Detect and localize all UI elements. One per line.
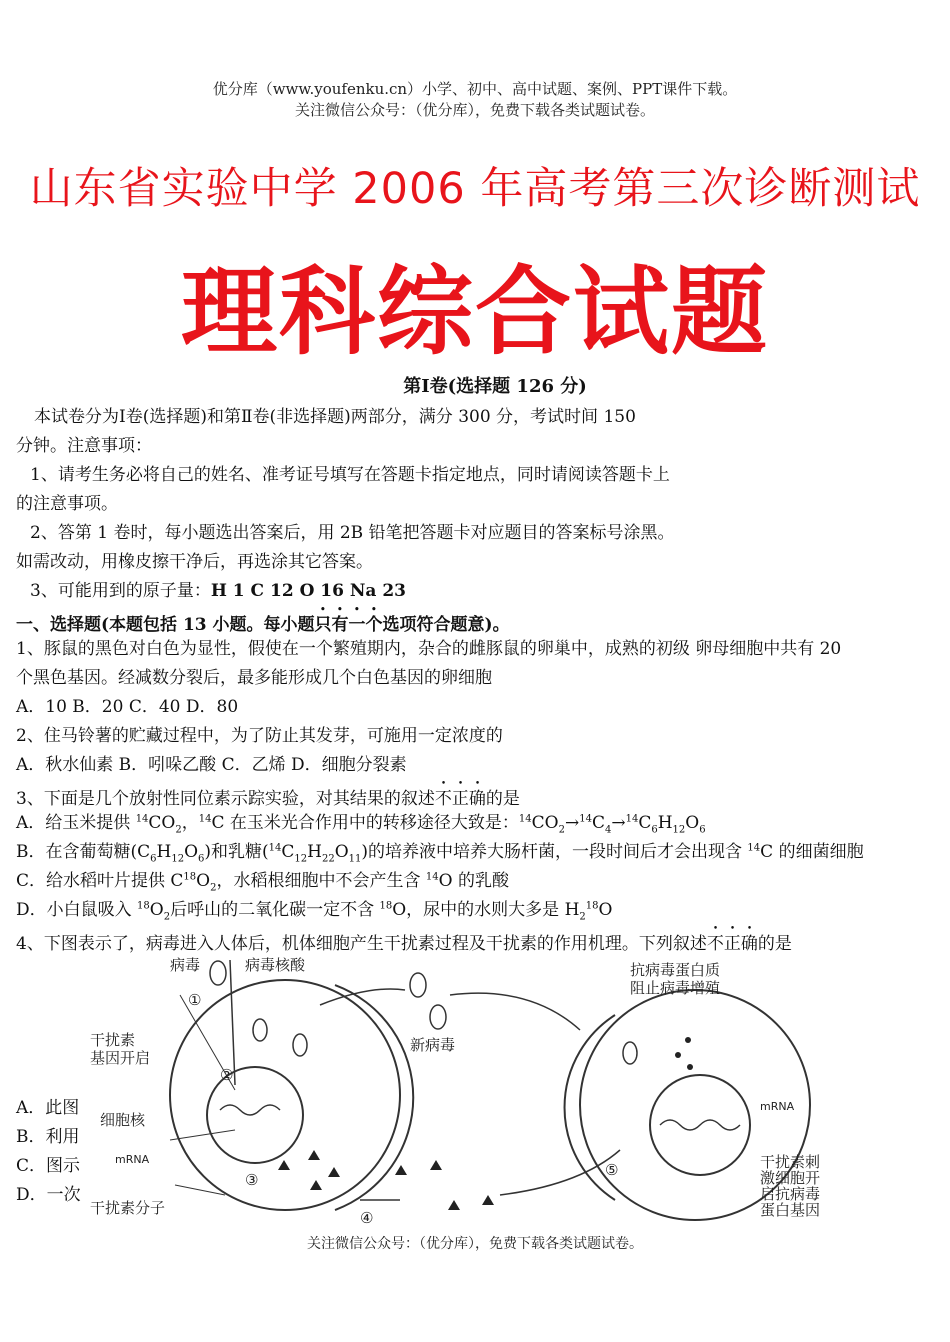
leader-line [170, 1130, 235, 1140]
q4-stem-emph: 不正确 [706, 934, 758, 954]
label-mrna-left: mRNA [115, 1153, 150, 1166]
q3-stem-a: 3、下面是几个放射性同位素示踪实验，对其结果的叙述 [16, 789, 435, 809]
virus-particle-icon [253, 1019, 267, 1041]
part1-heading-c: 选项符合题意)。 [382, 615, 510, 635]
q2-stem: 2、住马铃薯的贮藏过程中，为了防止其发芽，可施用一定浓度的 [16, 726, 503, 746]
q3-stem-c: 的是 [485, 789, 520, 809]
antiviral-protein-dot [675, 1052, 681, 1058]
interferon-diagram [60, 945, 860, 1235]
atomic-masses: H 1 C 12 O 16 Na 23 [210, 581, 407, 601]
q3-option-a: A．给玉米提供 $^{14}CO_2$，$^{14}$C 在玉米光合作用中的转移途径大致是：$^{14}CO_2\to^{14}C_4\to^{14}C_6H_{12}O_6$ [16, 813, 706, 836]
notice-3 [30, 576, 406, 601]
part1-heading-emph: 只有一个 [314, 615, 383, 635]
q1-line-2: 个黑色基因。经减数分裂后，最多能形成几个白色基因的卵细胞 [16, 668, 492, 688]
q3-option-c: C．给水稻叶片提供 $C^{18}O_2$，水稻根细胞中不会产生含 $^{14}$O 的乳酸 [16, 871, 509, 894]
label-right-3: 启抗病毒 [760, 1185, 821, 1203]
q3-option-b: B．在含葡萄糖$(C_6H_{12}O_6)$和乳糖$(^{14}C_{12}H_{22}O_{11})$的培养液中培养大肠杆菌，一段时间后才会出现含 $^{14}$C 的细菌细胞 [16, 842, 864, 865]
q4-option-b: B．利用 [16, 1127, 80, 1147]
notice-3-prefix: 3、可能用到的原子量： [30, 581, 211, 601]
q2-options: A．秋水仙素 B．吲哚乙酸 C．乙烯 D．细胞分裂素 [16, 755, 407, 775]
notice-2b: 如需改动，用橡皮擦干净后，再选涂其它答案。 [16, 552, 373, 572]
label-right-4: 蛋白基因 [760, 1201, 821, 1219]
q3-option-d: D．小白鼠吸入 $^{18}O_2$后呼山的二氧化碳一定不含 $^{18}$O，尿中的水则大多是 $H_2^{18}O$ [16, 900, 613, 923]
step-3: ③ [245, 1171, 259, 1189]
section-title: 第Ⅰ卷(选择题 126 分) [403, 376, 587, 397]
label-new-virus: 新病毒 [410, 1036, 456, 1054]
header-line-2: 关注微信公众号：（优分库），免费下载各类试题试卷。 [294, 101, 655, 119]
label-nucleus: 细胞核 [100, 1111, 146, 1129]
antiviral-protein-dot [687, 1064, 693, 1070]
label-block-replication: 阻止病毒增殖 [630, 979, 721, 997]
left-cell-membrane [170, 980, 400, 1210]
q1-options: A．10 B．20 C．40 D．80 [16, 697, 239, 717]
virus-particle-icon [293, 1034, 307, 1056]
label-virus: 病毒 [170, 956, 201, 974]
leader-line [175, 1185, 225, 1195]
virus-icon [210, 961, 226, 985]
q4-stem-c: 的是 [757, 934, 792, 954]
q3-stem-emph: 不正确 [434, 789, 486, 809]
step-2: ② [220, 1066, 234, 1084]
label-virus-nucleic-acid: 病毒核酸 [245, 956, 306, 974]
notice-1b: 的注意事项。 [16, 494, 118, 514]
interferon-molecule-icons [278, 1150, 494, 1210]
left-nucleus-dna [220, 1105, 280, 1115]
q3-stem [16, 779, 520, 809]
notice-1a: 1、请考生务必将自己的姓名、准考证号填写在答题卡指定地点，同时请阅读答题卡上 [30, 465, 670, 485]
q4-option-d: D．一次 [16, 1185, 81, 1205]
label-gene-activation: 基因开启 [90, 1049, 151, 1067]
part1-heading [16, 605, 510, 635]
intro-line-1: 本试卷分为Ⅰ卷(选择题)和第Ⅱ卷(非选择题)两部分，满分 300 分，考试时间 150 [34, 407, 636, 427]
virus-particle-icon [623, 1042, 637, 1064]
label-interferon-molecule: 干扰素分子 [90, 1199, 166, 1217]
left-cell-crescent [335, 985, 413, 1210]
step-4: ④ [360, 1209, 374, 1227]
new-virus-icon [430, 1005, 446, 1029]
antiviral-protein-dot [685, 1037, 691, 1043]
label-right-1: 干扰素刺 [760, 1153, 821, 1171]
label-antiviral-protein: 抗病毒蛋白质 [630, 961, 721, 979]
exam-subtitle: 理科综合试题 [181, 256, 769, 368]
label-mrna-right: mRNA [760, 1100, 795, 1113]
header-line-1: 优分库（www.youfenku.cn）小学、初中、高中试题、案例、PPT课件下载。 [212, 80, 738, 98]
right-nucleus-dna [660, 1120, 740, 1130]
label-right-2: 激细胞开 [760, 1169, 821, 1187]
exam-title: 山东省实验中学 2006 年高考第三次诊断测试 [29, 164, 921, 214]
q4-option-a: A．此图 [16, 1098, 80, 1118]
notice-2a: 2、答第 1 卷时，每小题选出答案后，用 2B 铅笔把答题卡对应题目的答案标号涂黑。 [30, 523, 675, 543]
part1-heading-a: 一、选择题(本题包括 13 小题。每小题 [16, 615, 315, 635]
footer: 关注微信公众号：（优分库），免费下载各类试题试卷。 [307, 1236, 643, 1252]
step-5: ⑤ [605, 1161, 619, 1179]
q4-stem-a: 4、下图表示了，病毒进入人体后，机体细胞产生干扰素过程及干扰素的作用机理。下列叙述 [16, 934, 707, 954]
q4-option-c: C．图示 [16, 1156, 81, 1176]
label-interferon: 干扰素 [90, 1031, 136, 1049]
new-virus-icon [410, 973, 426, 997]
step-1: ① [188, 991, 202, 1009]
q1-line-1: 1、豚鼠的黑色对白色为显性，假使在一个繁殖期内，杂合的雌豚鼠的卵巢中，成熟的初级 卵母细胞中共有 20 [16, 639, 842, 659]
intro-line-2: 分钟。注意事项： [16, 436, 152, 456]
arrow-infect [450, 993, 580, 1030]
